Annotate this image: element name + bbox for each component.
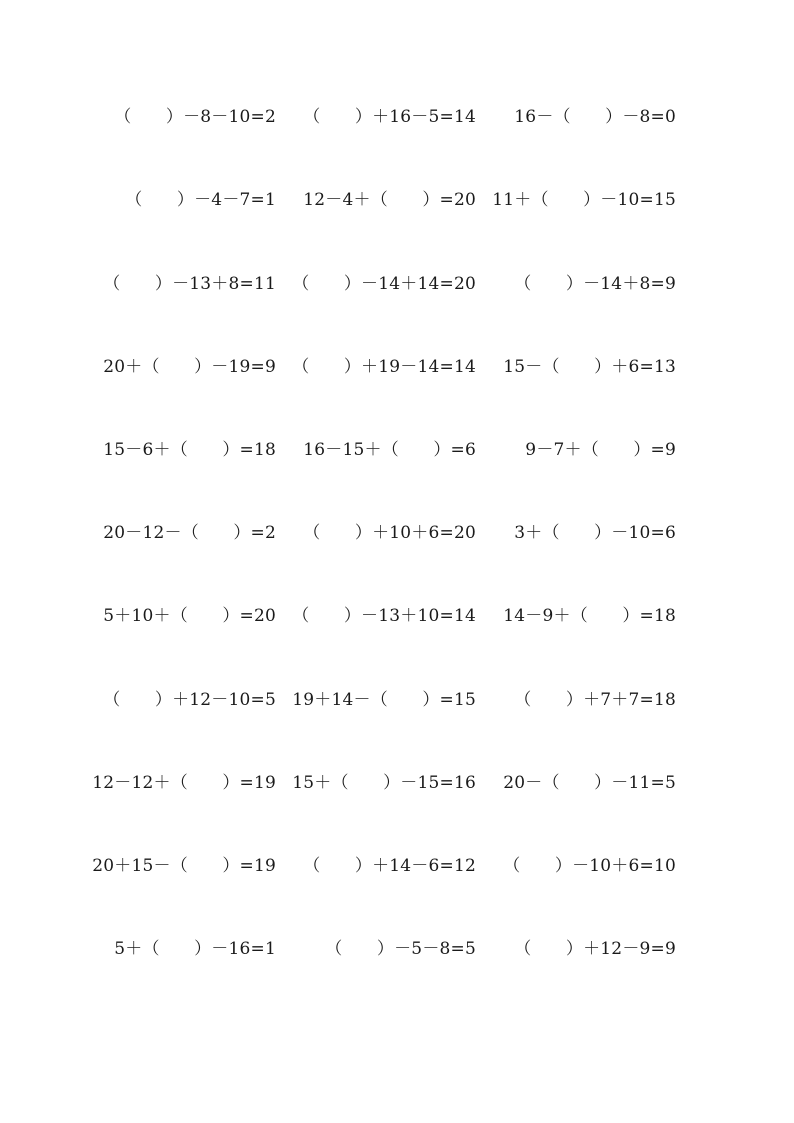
problem: 15－6＋（ ）=18 (103, 440, 276, 460)
problem: （ ）＋14－6=12 (303, 856, 476, 876)
problem: （ ）－14＋14=20 (292, 274, 476, 294)
problem: 20＋（ ）－19=9 (103, 357, 276, 377)
problem: （ ）－8－10=2 (114, 107, 276, 127)
problem: 11＋（ ）－10=15 (492, 190, 676, 210)
problem-row-4 (0, 353, 794, 381)
problem: 14－9＋（ ）=18 (503, 606, 676, 626)
problem-row-7 (0, 602, 794, 630)
problem: （ ）－14＋8=9 (514, 274, 676, 294)
problem: 16－15＋（ ）=6 (303, 440, 476, 460)
problem: 15＋（ ）－15=16 (292, 773, 476, 793)
problem: 5＋10＋（ ）=20 (103, 606, 276, 626)
problem: （ ）－4－7=1 (125, 190, 276, 210)
problem-row-2 (0, 186, 794, 214)
problem: 16－（ ）－8=0 (514, 107, 676, 127)
problem: 12－12＋（ ）=19 (92, 773, 276, 793)
problem: （ ）＋10＋6=20 (303, 523, 476, 543)
problem-row-1 (0, 103, 794, 131)
problem: （ ）－13＋10=14 (292, 606, 476, 626)
problem: （ ）＋16－5=14 (303, 107, 476, 127)
problem-row-3 (0, 270, 794, 298)
problem: 5＋（ ）－16=1 (114, 939, 276, 959)
problem: （ ）－10＋6=10 (503, 856, 676, 876)
problem: 15－（ ）＋6=13 (503, 357, 676, 377)
problem-row-10 (0, 852, 794, 880)
problem: 9－7＋（ ）=9 (525, 440, 676, 460)
problem-row-9 (0, 769, 794, 797)
problem: 20－12－（ ）=2 (103, 523, 276, 543)
problem: 3＋（ ）－10=6 (514, 523, 676, 543)
problem-row-8 (0, 686, 794, 714)
problem-row-5 (0, 436, 794, 464)
problem: （ ）＋19－14=14 (292, 357, 476, 377)
problem: （ ）－13＋8=11 (103, 274, 276, 294)
problem-row-11 (0, 935, 794, 963)
problem: 12－4＋（ ）=20 (303, 190, 476, 210)
problem: 19＋14－（ ）=15 (292, 690, 476, 710)
problem: 20＋15－（ ）=19 (92, 856, 276, 876)
problem: （ ）＋12－9=9 (514, 939, 676, 959)
problem-row-6 (0, 519, 794, 547)
problem: （ ）＋7＋7=18 (514, 690, 676, 710)
problem: （ ）－5－8=5 (325, 939, 476, 959)
problem: （ ）＋12－10=5 (103, 690, 276, 710)
problem: 20－（ ）－11=5 (503, 773, 676, 793)
